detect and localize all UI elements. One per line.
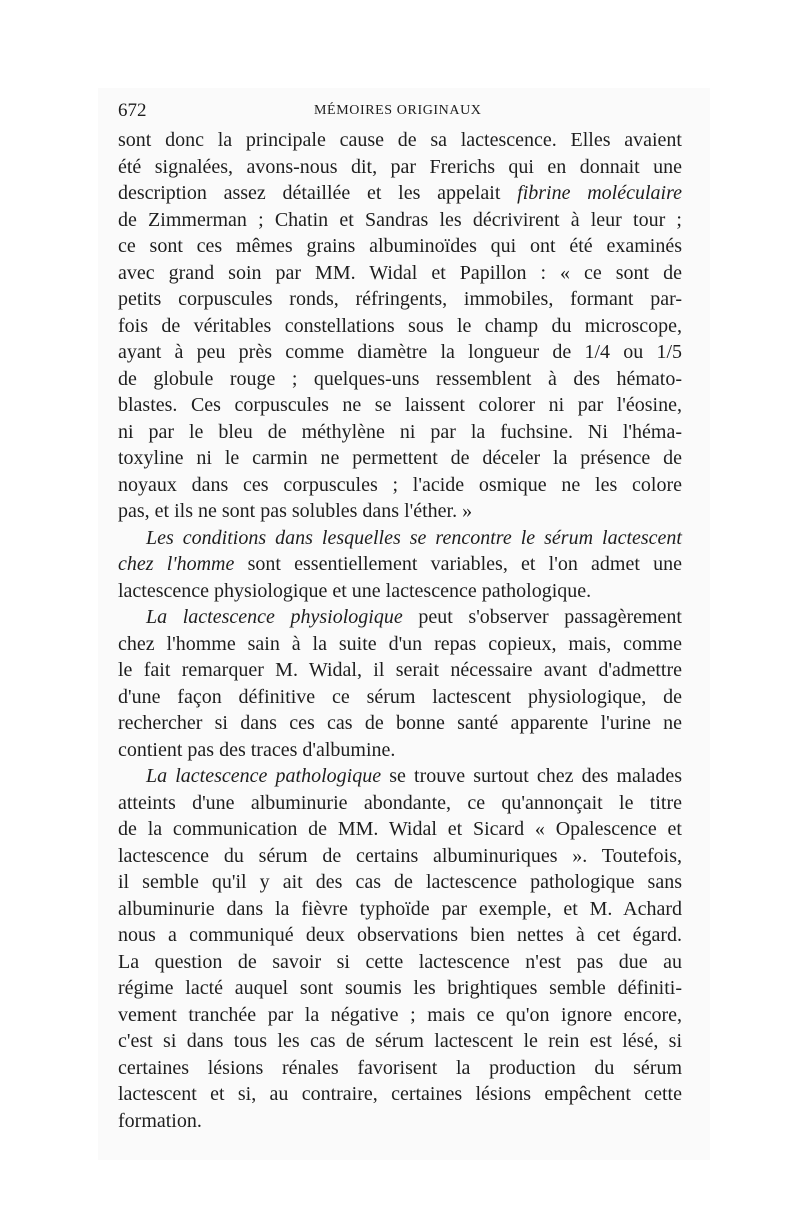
text-line bbox=[118, 419, 682, 446]
paragraph bbox=[118, 604, 682, 763]
text-segment: La question de savoir si cette lactescence n'est pas due au bbox=[118, 950, 682, 973]
text-line bbox=[118, 180, 682, 207]
page-number: 672 bbox=[118, 100, 147, 121]
text-line bbox=[118, 313, 682, 340]
text-segment: rechercher si dans ces cas de bonne santé apparente l'urine ne bbox=[118, 712, 682, 734]
text-segment: lactescent et si, au contraire, certaines lésions empêchent cette bbox=[118, 1083, 682, 1105]
text-line bbox=[118, 1055, 682, 1082]
text-line bbox=[118, 207, 682, 234]
text-line bbox=[118, 975, 682, 1002]
text-segment: chez l'homme sain à la suite d'un repas copieux, mais, comme bbox=[118, 632, 682, 655]
paragraph bbox=[118, 763, 682, 1134]
text-line bbox=[118, 551, 682, 578]
text-line bbox=[118, 578, 682, 605]
text-segment: sont donc la principale cause de sa lactescence. Elles avaient bbox=[118, 129, 682, 151]
text-line bbox=[118, 154, 682, 181]
text-segment: de globule rouge ; quelques-uns ressemblent à des hémato- bbox=[118, 367, 682, 390]
running-head: MÉMOIRES ORIGINAUX bbox=[314, 103, 482, 118]
text-segment: ni par le bleu de méthylène ni par la fuchsine. Ni l'héma- bbox=[118, 420, 682, 443]
italic-text: La lactescence physiologique bbox=[146, 606, 403, 628]
page-header bbox=[118, 100, 704, 124]
text-line bbox=[118, 260, 682, 287]
paragraph bbox=[118, 525, 682, 605]
text-segment: lactescence physiologique et une lactescence pathologique. bbox=[118, 579, 592, 602]
text-segment: été signalées, avons-nous dit, par Frerichs qui en donnait une bbox=[118, 155, 682, 178]
italic-text: Les conditions dans lesquelles se rencontre le sérum lactescent bbox=[146, 526, 682, 549]
text-line bbox=[118, 657, 682, 684]
text-segment: toxyline ni le carmin ne permettent de déceler la présence de bbox=[118, 447, 682, 469]
text-segment: lactescence du sérum de certains albuminuriques ». Toutefois, bbox=[118, 844, 682, 867]
text-segment: blastes. Ces corpuscules ne se laissent colorer ni par l'éosine, bbox=[118, 394, 682, 416]
text-segment: il semble qu'il y ait des cas de lactescence pathologique sans bbox=[118, 871, 682, 893]
text-segment: de Zimmerman ; Chatin et Sandras les décrivirent à leur tour ; bbox=[118, 208, 682, 231]
text-segment: vement tranchée par la négative ; mais ce qu'on ignore encore, bbox=[118, 1003, 682, 1026]
text-line bbox=[118, 1002, 682, 1029]
text-line bbox=[118, 472, 682, 499]
text-segment: de la communication de MM. Widal et Sicard « Opalescence et bbox=[118, 818, 682, 840]
text-line bbox=[118, 869, 682, 896]
text-segment: contient pas des traces d'albumine. bbox=[118, 738, 396, 761]
text-segment: se trouve surtout chez des malades bbox=[381, 765, 682, 787]
text-segment: sont essentiellement variables, et l'on admet une bbox=[234, 553, 683, 575]
text-segment: formation. bbox=[118, 1109, 202, 1132]
text-line bbox=[118, 684, 682, 711]
text-line bbox=[118, 1028, 682, 1055]
text-line bbox=[118, 843, 682, 870]
text-line bbox=[118, 498, 682, 525]
text-line bbox=[118, 233, 682, 260]
italic-text: chez l'homme bbox=[118, 553, 235, 575]
text-segment: c'est si dans tous les cas de sérum lactescent le rein est lésé, si bbox=[118, 1030, 682, 1052]
text-line bbox=[118, 922, 682, 949]
text-line bbox=[118, 896, 682, 923]
paragraph bbox=[118, 127, 682, 525]
text-line bbox=[118, 127, 682, 154]
text-line bbox=[118, 1108, 682, 1135]
text-line bbox=[118, 816, 682, 843]
text-segment: petits corpuscules ronds, réfringents, immobiles, formant par- bbox=[118, 288, 682, 310]
text-segment: certaines lésions rénales favorisent la production du sérum bbox=[118, 1056, 682, 1079]
text-line bbox=[118, 392, 682, 419]
text-line bbox=[118, 790, 682, 817]
text-line bbox=[118, 949, 682, 976]
text-segment: régime lacté auquel sont soumis les brightiques semble définiti- bbox=[118, 977, 682, 999]
body-text bbox=[118, 127, 682, 1134]
text-segment: pas, et ils ne sont pas solubles dans l'éther. » bbox=[118, 500, 473, 522]
text-line bbox=[118, 1081, 682, 1108]
text-segment: peut s'observer passagèrement bbox=[402, 606, 682, 628]
text-line bbox=[118, 604, 682, 631]
italic-text: fibrine moléculaire bbox=[517, 182, 683, 204]
text-segment: atteints d'une albuminurie abondante, ce qu'annonçait le titre bbox=[118, 791, 682, 814]
text-segment: nous a communiqué deux observations bien nettes à cet égard. bbox=[118, 924, 682, 946]
text-segment: noyaux dans ces corpuscules ; l'acide osmique ne les colore bbox=[118, 473, 682, 496]
text-segment: fois de véritables constellations sous le champ du microscope, bbox=[118, 314, 682, 337]
text-segment: albuminurie dans la fièvre typhoïde par exemple, et M. Achard bbox=[118, 897, 682, 920]
text-line bbox=[118, 737, 682, 764]
text-segment: avec grand soin par MM. Widal et Papillon : « ce sont de bbox=[118, 261, 682, 284]
text-line bbox=[118, 366, 682, 393]
text-segment: ce sont ces mêmes grains albuminoïdes qui ont été examinés bbox=[118, 235, 682, 257]
text-line bbox=[118, 631, 682, 658]
text-segment: le fait remarquer M. Widal, il serait nécessaire avant d'admettre bbox=[118, 659, 682, 681]
text-line bbox=[118, 710, 682, 737]
italic-text: La lactescence pathologique bbox=[146, 765, 382, 787]
text-segment: description assez détaillée et les appelait bbox=[118, 182, 518, 204]
text-line bbox=[118, 339, 682, 366]
text-segment: ayant à peu près comme diamètre la longueur de 1/4 ou 1/5 bbox=[118, 341, 682, 363]
text-segment: d'une façon définitive ce sérum lactescent physiologique, de bbox=[118, 685, 682, 708]
text-line bbox=[118, 525, 682, 552]
text-line bbox=[118, 286, 682, 313]
text-line bbox=[118, 763, 682, 790]
text-line bbox=[118, 445, 682, 472]
